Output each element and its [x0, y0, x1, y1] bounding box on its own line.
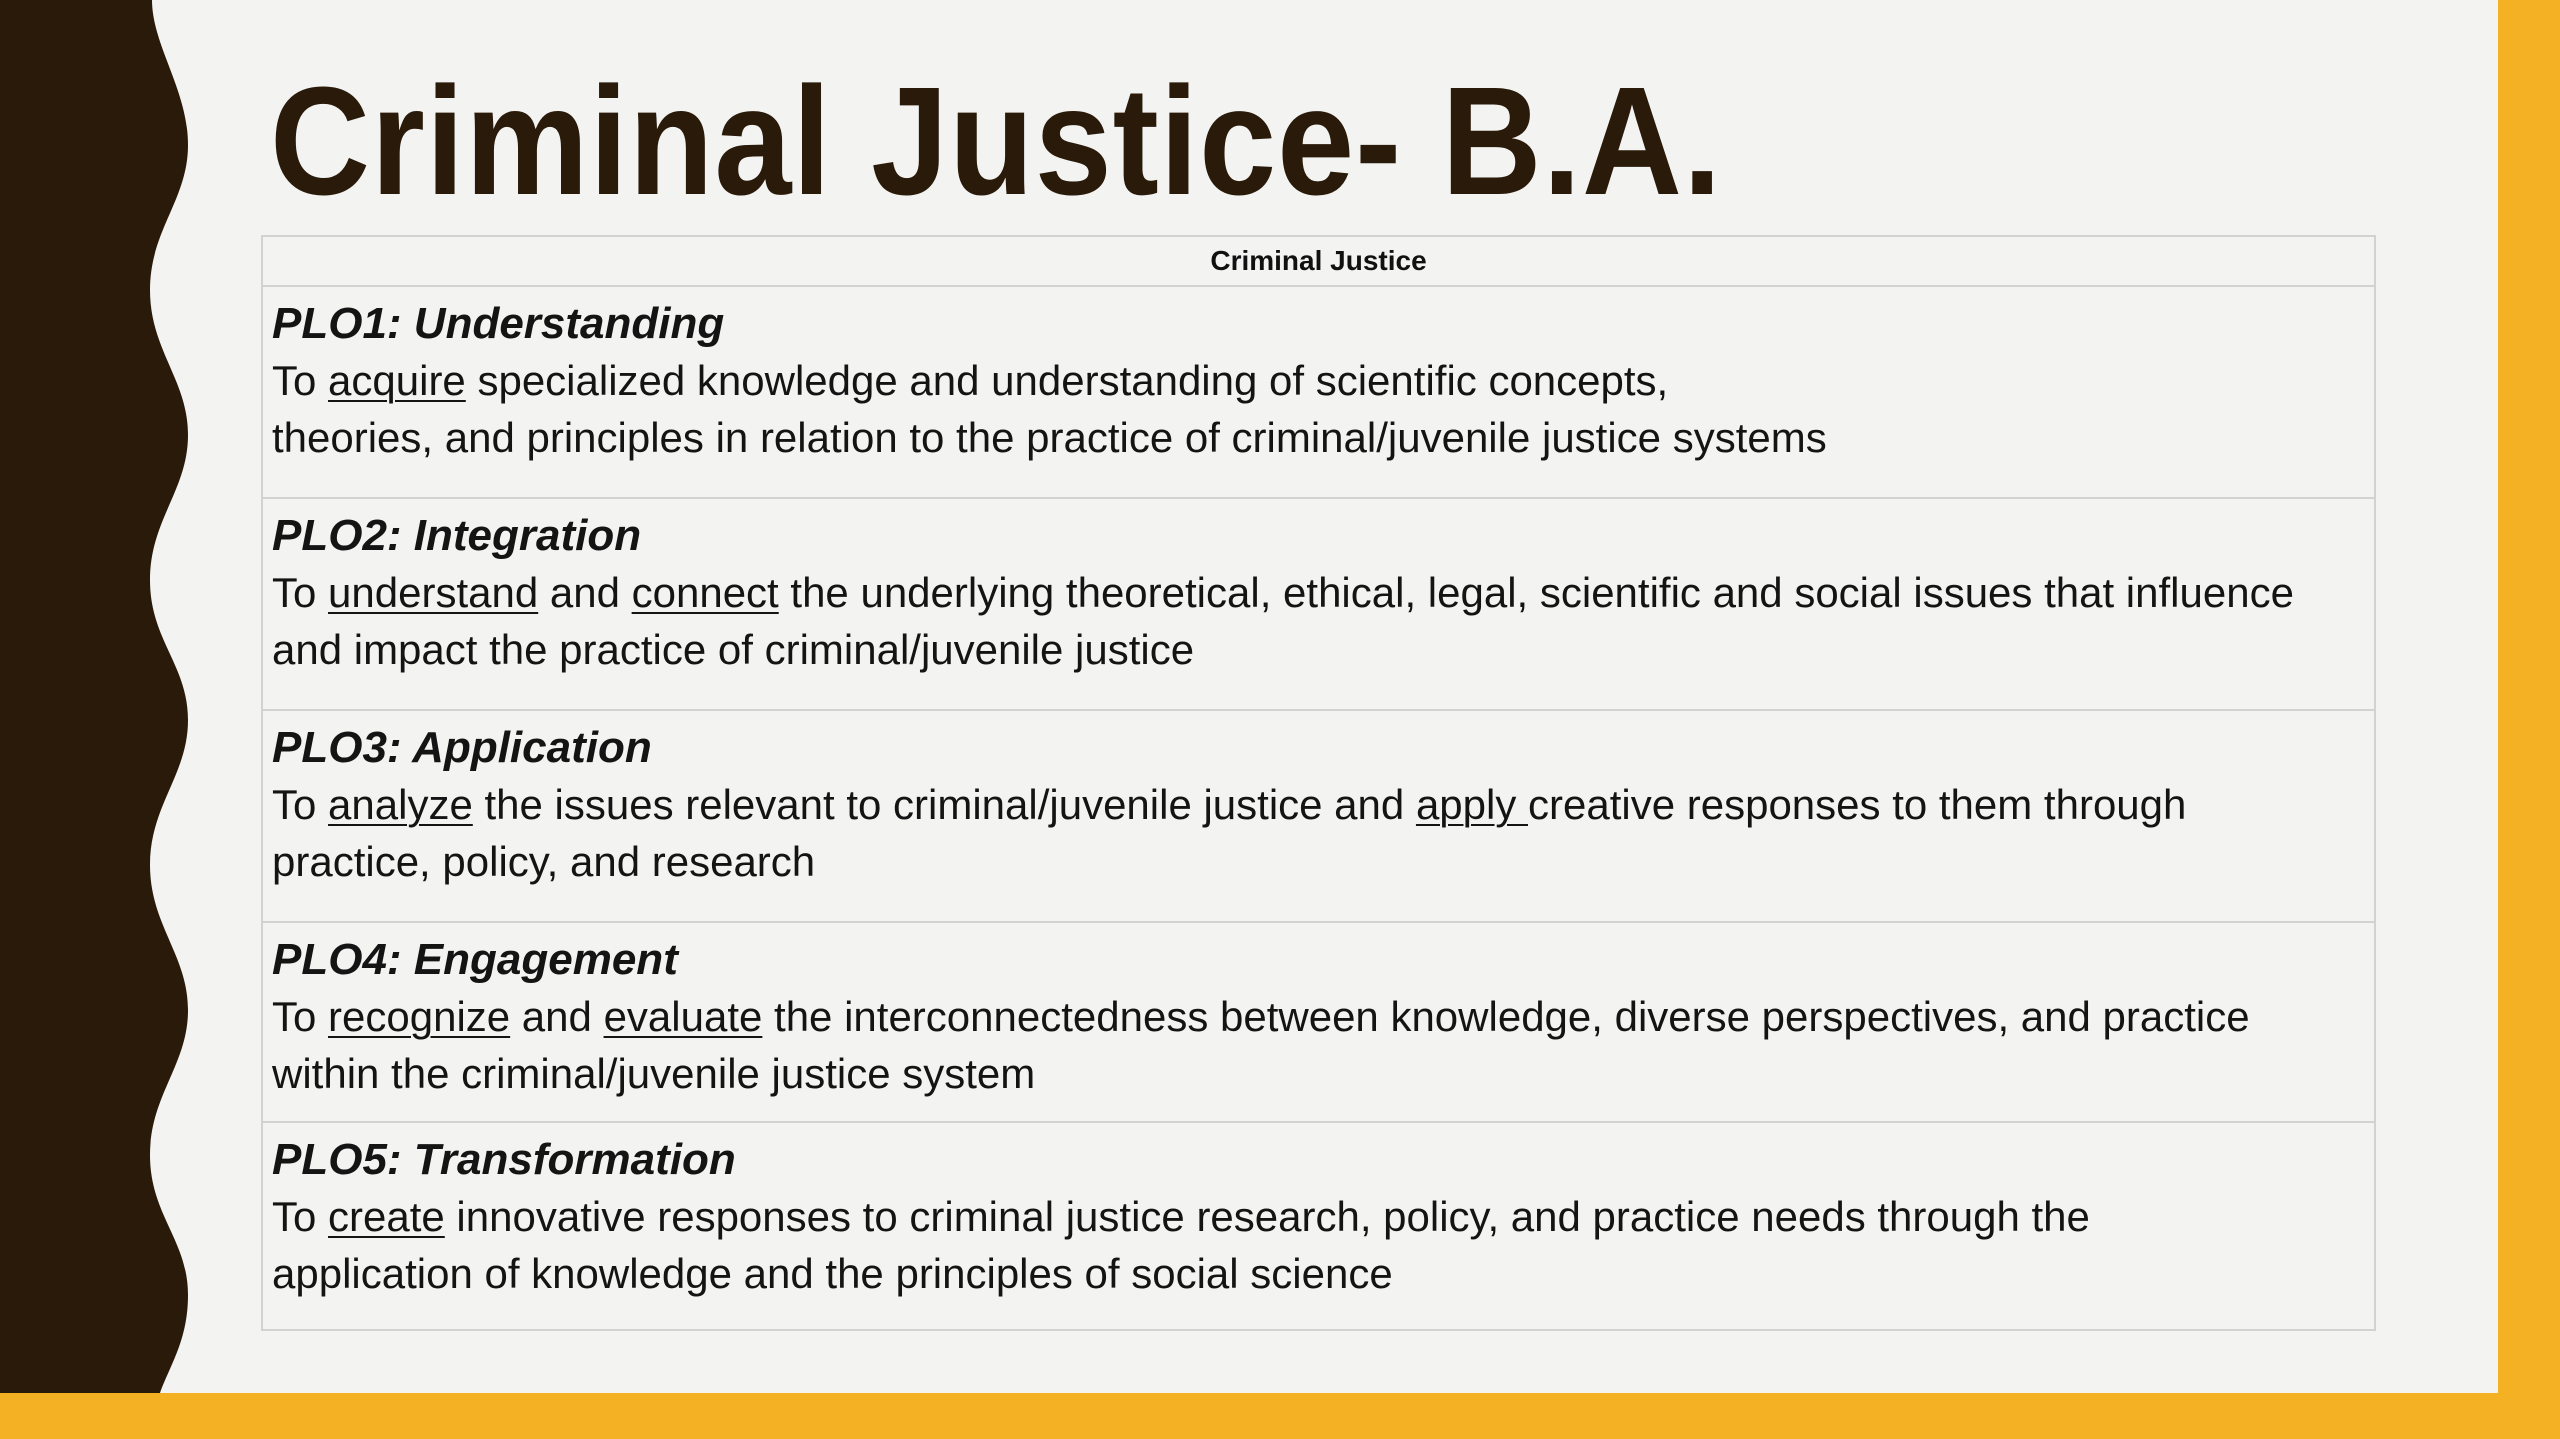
plo-description-line: application of knowledge and the principles of social science: [272, 1250, 1393, 1297]
underlined-verb: apply: [1415, 781, 1529, 828]
plo-description-line: [272, 1188, 2374, 1245]
plo-row: [263, 287, 2374, 499]
text-rest: the interconnectedness between knowledge, diverse perspectives, and practice: [762, 993, 2250, 1040]
plo-table: [261, 235, 2376, 1331]
text-rest: innovative responses to criminal justice research, policy, and practice needs through the: [444, 1193, 2090, 1240]
text-rest: creative responses to them through: [1528, 781, 2187, 828]
plo-description-line: within the criminal/juvenile justice system: [272, 1050, 1036, 1097]
underlined-verb: understand: [328, 569, 539, 616]
plo-description-line: practice, policy, and research: [272, 838, 816, 885]
plo-row: [263, 923, 2374, 1123]
plo-row: [263, 711, 2374, 923]
plo-title: PLO1: Understanding: [272, 299, 725, 348]
plo-title: PLO5: Transformation: [272, 1135, 736, 1184]
table-header: Criminal Justice: [263, 237, 2374, 287]
underlined-verb: evaluate: [603, 993, 763, 1040]
plo-description-line: [272, 776, 2374, 833]
text-mid: and: [510, 993, 604, 1040]
underlined-verb: create: [328, 1193, 445, 1240]
plo-description-line: [272, 988, 2374, 1045]
text-rest: the underlying theoretical, ethical, legal, scientific and social issues that influence: [778, 569, 2294, 616]
underlined-verb: connect: [631, 569, 779, 616]
plo-description-line: [272, 564, 2374, 621]
text-prefix: To: [272, 993, 329, 1040]
text-prefix: To: [272, 781, 329, 828]
text-mid: and: [538, 569, 632, 616]
underlined-verb: analyze: [328, 781, 473, 828]
plo-description-line: [272, 352, 2374, 409]
plo-description-line: and impact the practice of criminal/juvenile justice: [272, 626, 1195, 673]
text-prefix: To: [272, 1193, 329, 1240]
plo-description-line: theories, and principles in relation to the practice of criminal/juvenile justice systems: [272, 414, 1827, 461]
accent-bar-bottom: [0, 1393, 2560, 1439]
text-prefix: To: [272, 569, 329, 616]
plo-title: PLO4: Engagement: [272, 935, 678, 984]
plo-title: PLO3: Application: [272, 723, 652, 772]
wavy-side-band: [0, 0, 200, 1393]
plo-row: [263, 1123, 2374, 1329]
text-rest: specialized knowledge and understanding of scientific concepts,: [465, 357, 1669, 404]
slide-title: Criminal Justice- B.A.: [270, 55, 1723, 227]
text-mid: the issues relevant to criminal/juvenile justice and: [472, 781, 1416, 828]
plo-title: PLO2: Integration: [272, 511, 642, 560]
plo-row: [263, 499, 2374, 711]
underlined-verb: recognize: [328, 993, 511, 1040]
text-prefix: To: [272, 357, 329, 404]
underlined-verb: acquire: [328, 357, 466, 404]
accent-bar-right: [2498, 0, 2560, 1439]
